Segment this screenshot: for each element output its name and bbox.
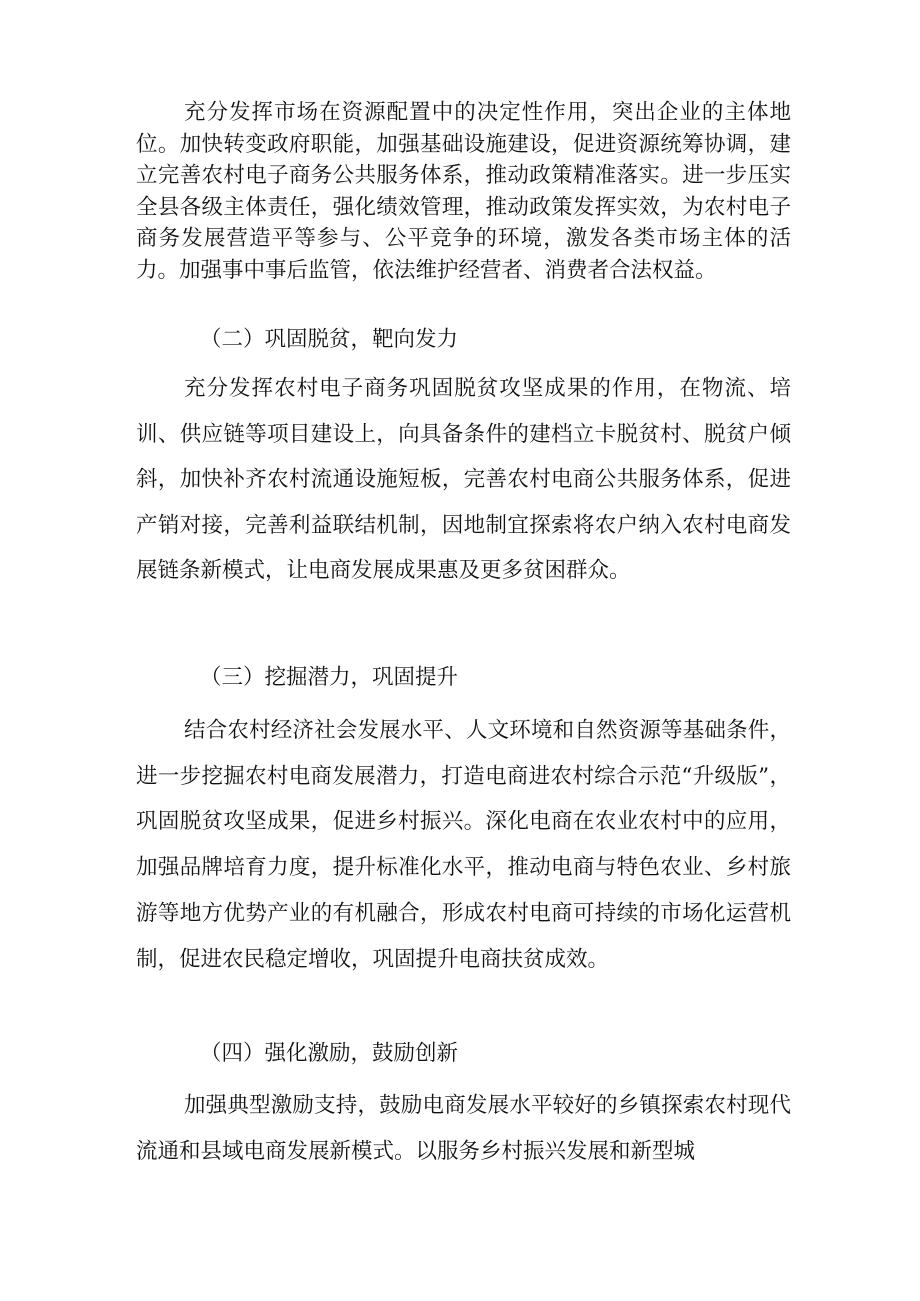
heading-consolidate-poverty: （二）巩固脱贫，靶向发力 <box>200 327 459 352</box>
paragraph-consolidate-poverty: 充分发挥农村电子商务巩固脱贫攻坚成果的作用，在物流、培训、供应链等项目建设上，向具备条件的建档立卡脱贫村、脱贫户倾斜，加快补齐农村流通设施短板，完善农村电商公共服务体系，促进产销对接，完善利益联结机制，因地制宜探索将农户纳入农村电商发展链条新模式，让电商发展成果惠及更多贫困群众。 <box>136 376 791 583</box>
paragraph-incentives: 加强典型激励支持，鼓励电商发展水平较好的乡镇探索农村现代流通和县域电商发展新模式。以服务乡村振兴发展和新型城 <box>136 1093 791 1164</box>
heading-incentives: （四）强化激励，鼓励创新 <box>200 1041 459 1066</box>
paragraph-market-role: 充分发挥市场在资源配置中的决定性作用，突出企业的主体地位。加快转变政府职能，加强基础设施建设，促进资源统筹协调，建立完善农村电子商务公共服务体系，推动政策精准落实。进一步压实全县各级主体责任，强化绩效管理，推动政策发挥实效，为农村电子商务发展营造平等参与、公平竞争的环境，激发各类市场主体的活力。加强事中事后监管，依法维护经营者、消费者合法权益。 <box>136 100 791 283</box>
heading-tap-potential: （三）挖掘潜力，巩固提升 <box>200 665 459 690</box>
paragraph-tap-potential: 结合农村经济社会发展水平、人文环境和自然资源等基础条件，进一步挖掘农村电商发展潜力，打造电商进农村综合示范“升级版”，巩固脱贫攻坚成果，促进乡村振兴。深化电商在农业农村中的应用，加强品牌培育力度，提升标准化水平，推动电商与特色农业、乡村旅游等地方优势产业的有机融合，形成农村电商可持续的市场化运营机制，促进农民稳定增收，巩固提升电商扶贫成效。 <box>136 718 791 972</box>
